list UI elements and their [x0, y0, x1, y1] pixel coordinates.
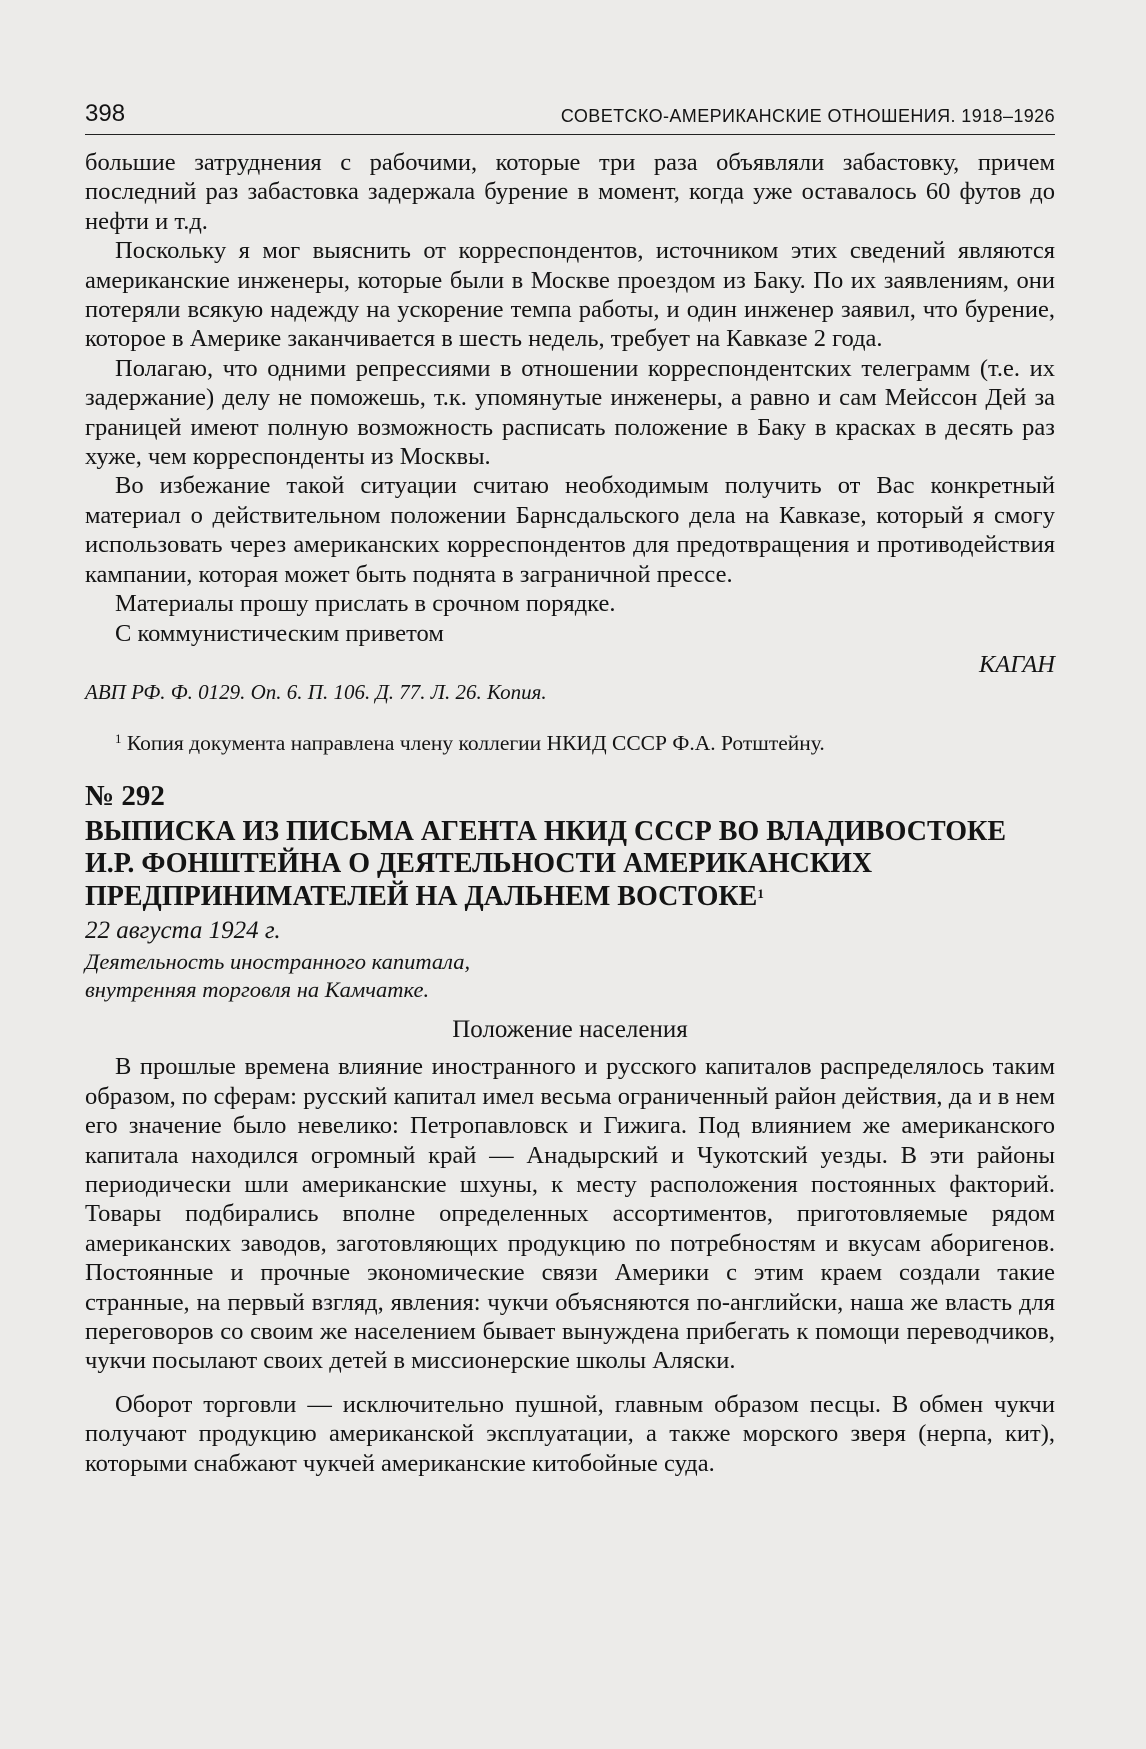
- page-content: [85, 148, 1055, 1478]
- document-paragraph-1: В прошлые времена влияние иностранного и русского капиталов распределялось таким образом, по сферам: русский капитал имел весьма ограниченный район действия, да и в нем его значение было невелико: Петропавловск и Гижига. Под влиянием же американского капитала находился огромный край — Анадырский и Чукотский уезды. В эти районы периодически шли американские шхуны, к месту расположения постоянных факторий. Товары подбирались вполне определенных ассортиментов, приготовляемые рядом американских заводов, заготовляющих продукцию по потребностям и вкусам аборигенов. Постоянные и прочные экономические связи Америки с этим краем создали такие странные, на первый взгляд, явления: чукчи объясняются по-английски, наша же власть для переговоров со своим же населением бывает вынуждена прибегать к помощи переводчиков, чукчи посылают своих детей в миссионерские школы Аляски.: [85, 1053, 1055, 1375]
- footnote: [85, 730, 1055, 757]
- footnote-text: Копия документа направлена члену коллегии НКИД СССР Ф.А. Ротштейну.: [126, 730, 825, 755]
- page-number: 398: [85, 100, 126, 127]
- document-paragraph-2: Оборот торговли — исключительно пушной, главным образом песцы. В обмен чукчи получают продукцию американской эксплуатации, а также морского зверя (нерпа, кит), которыми снабжают чукчей американские китобойные суда.: [85, 1390, 1055, 1477]
- document-title: [85, 816, 1055, 914]
- document-date: 22 августа 1924 г.: [85, 917, 281, 945]
- letter-paragraph-1: большие затруднения с рабочими, которые три раза объявляли забастовку, причем последний раз забастовка задержала бурение в момент, когда уже оставалось 60 футов до нефти и т.д.: [85, 149, 1055, 235]
- document-number: № 292: [85, 779, 165, 812]
- letter-paragraph-2: Поскольку я мог выяснить от корреспондентов, источником этих сведений являются американские инженеры, которые были в Москве проездом из Баку. По их заявлениям, они потеряли всякую надежду на ускорение темпа работы, и один инженер заявил, что бурение, которое в Америке заканчивается в шесть недель, требует на Кавказе 2 года.: [85, 237, 1055, 353]
- running-title: СОВЕТСКО-АМЕРИКАНСКИЕ ОТНОШЕНИЯ. 1918–1926: [560, 106, 1055, 126]
- letter-paragraph-3: Полагаю, что одними репрессиями в отношении корреспондентских телеграмм (т.е. их задержание) делу не поможешь, т.к. упомянутые инженеры, а равно и сам Мейссон Дей за границей имеют полную возможность расписать положение в Баку в красках в десять раз хуже, чем корреспонденты из Москвы.: [85, 354, 1055, 471]
- document-title-text: ВЫПИСКА ИЗ ПИСЬМА АГЕНТА НКИД СССР ВО ВЛАДИВОСТОКЕ И.Р. ФОНШТЕЙНА О ДЕЯТЕЛЬНОСТИ АМЕРИКАНСКИХ ПРЕДПРИНИМАТЕЛЕЙ НА ДАЛЬНЕМ ВОСТОКЕ: [85, 815, 1007, 912]
- letter-paragraph-4: Во избежание такой ситуации считаю необходимым получить от Вас конкретный материал о действительном положении Барнсдальского дела на Кавказе, который я смогу использовать через американских корреспондентов для предотвращения и противодействия кампании, которая может быть поднята в заграничной прессе.: [85, 472, 1055, 588]
- footnote-mark: 1: [115, 730, 122, 746]
- letter-paragraph-5: Материалы прошу прислать в срочном порядке.: [115, 590, 616, 618]
- page-header: [85, 100, 1055, 135]
- closing-greeting: С коммунистическим приветом: [115, 619, 444, 647]
- document-keywords: Деятельность иностранного капитала, внутренняя торговля на Камчатке.: [85, 949, 471, 1002]
- title-footnote-mark: 1: [757, 885, 764, 901]
- section-heading: Положение населения: [452, 1016, 688, 1044]
- archive-reference: АВП РФ. Ф. 0129. Оп. 6. П. 106. Д. 77. Л. 26. Копия.: [85, 679, 547, 704]
- signature: КАГАН: [979, 650, 1055, 678]
